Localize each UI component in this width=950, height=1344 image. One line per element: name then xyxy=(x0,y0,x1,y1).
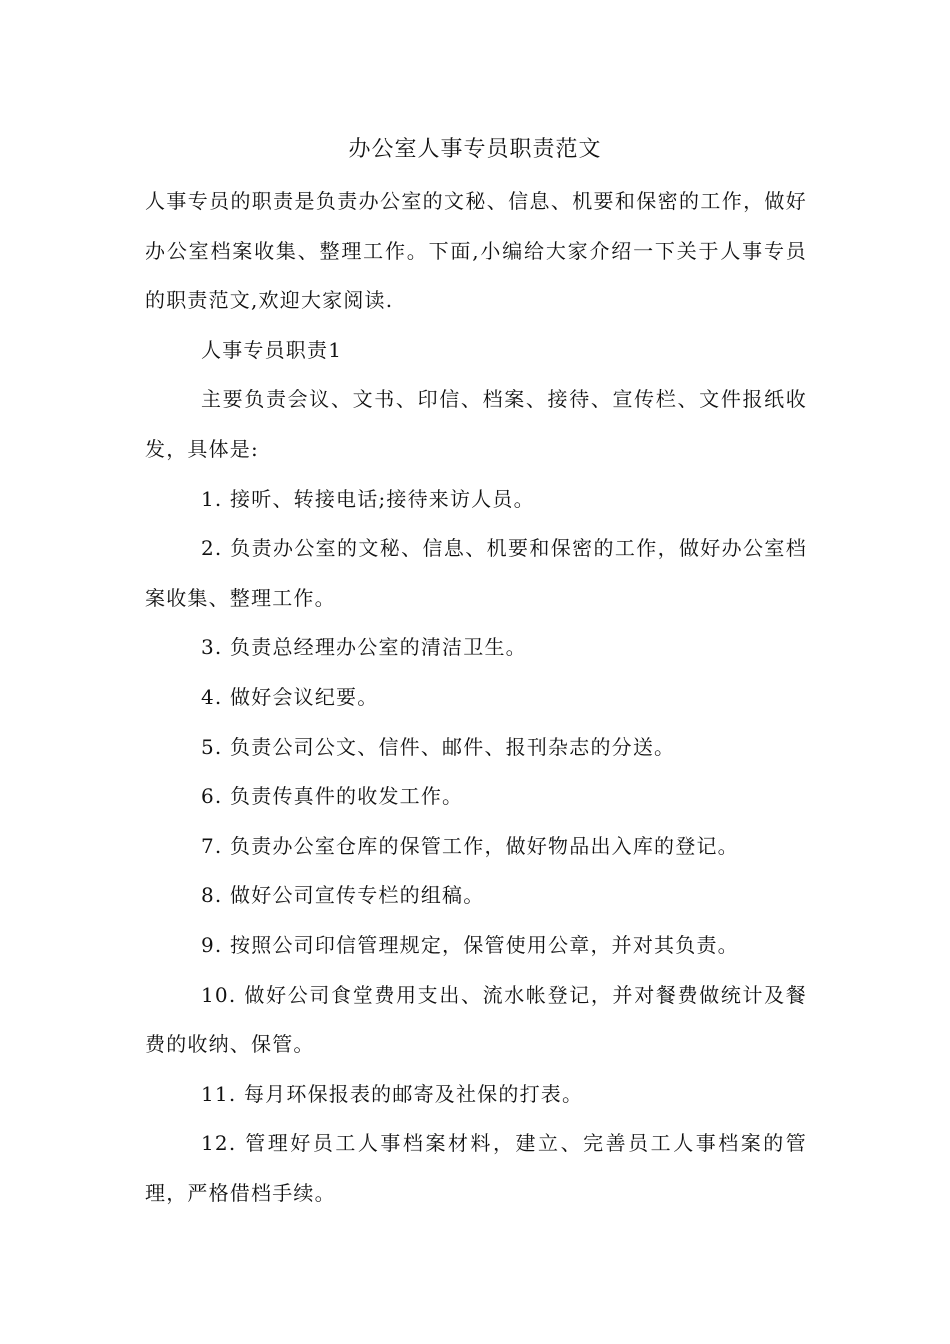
list-item: 1. 接听、转接电话;接待来访人员。 xyxy=(201,486,535,511)
list-item: 6. 负责传真件的收发工作。 xyxy=(201,784,464,809)
intro-paragraph: 人事专员的职责是负责办公室的文秘、信息、机要和保密的工作，做好办公室档案收集、整理工作。下面,小编给大家介绍一下关于人事专员的职责范文,欢迎大家阅读. xyxy=(145,189,807,313)
summary-paragraph: 主要负责会议、文书、印信、档案、接待、宣传栏、文件报纸收发，具体是: xyxy=(145,387,807,461)
list-item: 4. 做好会议纪要。 xyxy=(201,684,379,709)
section-heading: 人事专员职责1 xyxy=(201,337,343,362)
list-item: 8. 做好公司宣传专栏的组稿。 xyxy=(201,883,485,908)
list-item: 9. 按照公司印信管理规定，保管使用公章，并对其负责。 xyxy=(201,932,739,957)
list-item: 3. 负责总经理办公室的清洁卫生。 xyxy=(201,635,527,660)
list-item: 10. 做好公司食堂费用支出、流水帐登记，并对餐费做统计及餐费的收纳、保管。 xyxy=(145,982,807,1057)
list-item: 7. 负责办公室仓库的保管工作，做好物品出入库的登记。 xyxy=(201,833,739,858)
document-title: 办公室人事专员职责范文 xyxy=(348,137,602,162)
list-item: 5. 负责公司公文、信件、邮件、报刊杂志的分送。 xyxy=(201,734,676,759)
list-item: 12. 管理好员工人事档案材料，建立、完善员工人事档案的管理，严格借档手续。 xyxy=(145,1131,807,1205)
list-item: 11. 每月环保报表的邮寄及社保的打表。 xyxy=(201,1081,584,1106)
document-body xyxy=(145,177,807,1218)
list-item: 2. 负责办公室的文秘、信息、机要和保密的工作，做好办公室档案收集、整理工作。 xyxy=(145,536,807,610)
